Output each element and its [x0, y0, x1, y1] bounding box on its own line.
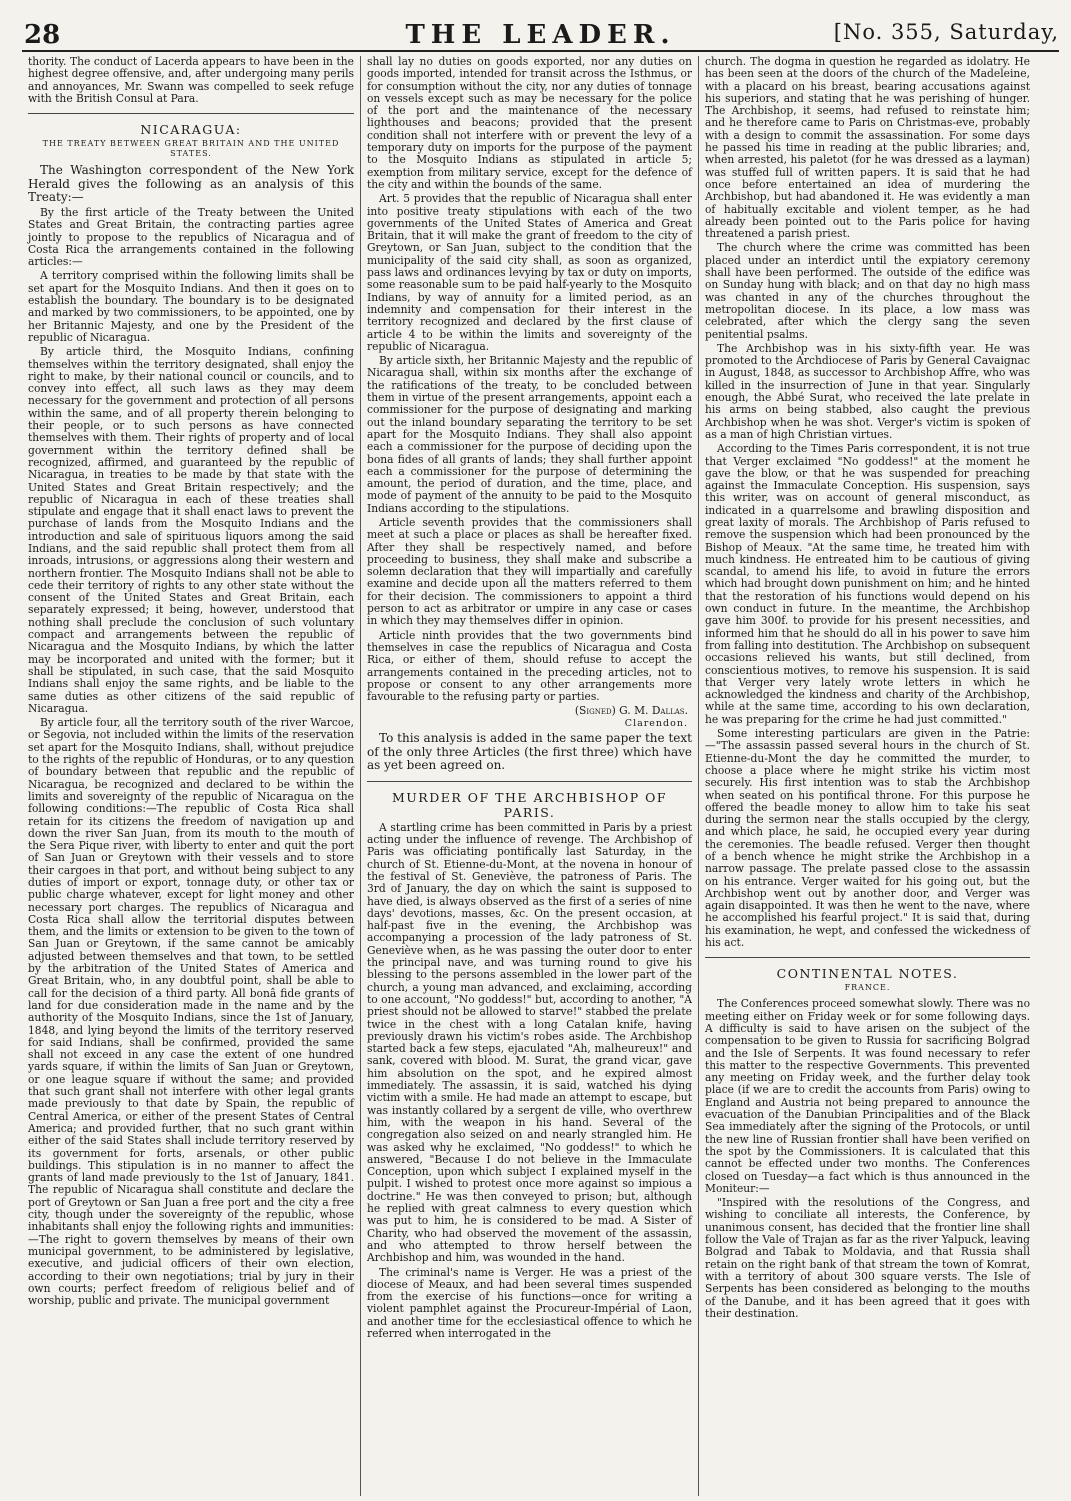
signature-dallas: (Signed) G. M. Dallas.: [574, 704, 688, 718]
divider: [705, 957, 1030, 958]
paragraph: church. The dogma in question he regarded as idolatry. He has been seen at the doors of the church of the Madeleine, with a placard on his breast, bearing accusations against his superiors, and stating that he was perishing of hunger. The Archbishop, it seems, had refused to reinstate him; and he therefore came to Paris on Christmas-eve, probably with a design to commit the assassination. For some days he passed his time in reading at the public libraries; and, when arrested, his paletot (for he was dressed as a layman) was stuffed full of written papers. It is said that he had once before entertained an idea of murdering the Archbishop, but had abandoned it. He was evidently a man of habitually excitable and violent temper, as he had already been pointed out to the Paris police for having threatened a parish priest.: [705, 56, 1030, 241]
paragraph: thority. The conduct of Lacerda appears to have been in the highest degree offensive, and, after undergoing many perils and annoyances, Mr. Swann was compelled to seek refuge with the British Consul at Para.: [28, 56, 354, 105]
article-heading-murder: MURDER OF THE ARCHBISHOP OF PARIS.: [391, 789, 668, 820]
paragraph: According to the Times Paris correspondent, it is not true that Verger exclaimed "No goddess!" at the moment he gave the blow, or that he was suspended for preaching against the Immaculate Conception. His suspension, says this writer, was on account of general misconduct, as indicated in a quarrelsome and brawling disposition and great laxity of morals. The Archbishop of Paris refused to remove the suspension which had been pronounced by the Bishop of Meaux. "At the same time, he treated him with much kindness. He entreated him to be cautious of giving scandal, to amend his life, to avoid in future the errors which had brought down punishment on him; and he hinted that the restoration of his functions would depend on his own conduct in future. In the meantime, the Archbishop gave him 300f. to provide for his present necessities, and informed him that he should do all in his power to save him from falling into destitution. The Archbishop on subsequent occasions relieved his wants, but still declined, from conscientious motives, to remove his suspension. It is said that Verger very lately wrote letters in which he acknowledged the kindness and charity of the Archbishop, while at the same time, according to his own declaration, he was preparing for the crime he had just committed.": [705, 442, 1030, 726]
column-3: [698, 56, 1036, 1496]
paragraph: The Washington correspondent of the New York Herald gives the following as an analysis of this Treaty:—: [28, 163, 354, 205]
article-subheading: FRANCE.: [844, 983, 891, 993]
paragraph: "Inspired with the resolutions of the Congress, and wishing to conciliate all interests, the Conference, by unanimous consent, has decided that the frontier line shall follow the Vale of Trajan as far as the river Yalpuck, leaving Bolgrad and Tabak to Moldavia, and that Russia shall retain on the right bank of that stream the town of Komrat, with a territory of about 300 square versts. The Isle of Serpents has been considered as belonging to the mouths of the Danube, and it has been agreed that it goes with their destination.: [705, 1196, 1030, 1320]
paragraph: Some interesting particulars are given in the Patrie:—"The assassin passed several hours in the church of St. Etienne-du-Mont the day he committed the murder, to choose a place where he might strike his victim most securely. His first intention was to stab the Archbishop when seated on his pontifical throne. For this purpose he offered the beadle money to allow him to take his seat during the sermon near the stalls occupied by the clergy, and which place, he said, he occupied every year during the ceremonies. The beadle refused. Verger then thought of a bench whence he might strike the Archbishop in a narrow passage. The prelate passed close to the assassin on his entrance. Verger waited for his going out, but the Archbishop went out by another door, and Verger was again disappointed. It was then he went to the nave, where he accomplished his fearful project." It is said that, during his examination, he wept, and confessed the wickedness of his act.: [705, 727, 1030, 950]
paragraph: By article third, the Mosquito Indians, confining themselves within the territory designated, shall enjoy the right to make, by their national council or councils, and to convey into effect, all such laws as they may deem necessary for the government and protection of all persons within the same, and of all property therein belonging to their people, or to such persons as have connected themselves with them. Their rights of property and of local government within the territory defined shall be recognized, affirmed, and guaranteed by the republic of Nicaragua, in treaties to be made by that state with the United States and Great Britain respectively; and the republic of Nicaragua in each of these treaties shall stipulate and engage that it shall enact laws to prevent the purchase of lands from the Mosquito Indians and the introduction and sale of spirituous liquors among the said Indians, and the said republic shall protect them from all inroads, intrusions, or aggressions along their western and northern frontier. The Mosquito Indians shall not be able to cede their territory of rights to any other state without the consent of the United States and Great Britain, each separately expressed; it being, however, understood that nothing shall preclude the conclusion of such voluntary compact and arrangements between the republic of Nicaragua and the Mosquito Indians, by which the latter may be incorporated and united with the former; but it shall be stipulated, in such case, that the said Mosquito Indians shall enjoy the same rights, and be liable to the same duties as other citizens of the said republic of Nicaragua.: [28, 345, 354, 715]
article-heading-continental: CONTINENTAL NOTES.: [776, 966, 959, 982]
paragraph: A startling crime has been committed in Paris by a priest acting under the influence of revenge. The Archbishop of Paris was officiating pontifically last Saturday, in the church of St. Etienne-du-Mont, at the novena in honour of the festival of St. Geneviève, the patroness of Paris. The 3rd of January, the day on which the saint is supposed to have died, is always observed as the first of a series of nine days' devotions, masses, &c. On the present occasion, at half-past five in the evening, the Archbishop was accompanying a procession of the lady patroness of St. Geneviève when, as he was passing the outer door to enter the principal nave, and was turning round to give his blessing to the persons assembled in the lower part of the church, a young man advanced, and exclaiming, according to one account, "No goddess!" but, according to another, "A priest should not be allowed to starve!" stabbed the prelate twice in the chest with a long Catalan knife, having previously drawn his victim's robes aside. The Archbishop started back a few steps, ejaculated "Ah, malheureux!" and sank, covered with blood. M. Surat, the grand vicar, gave him absolution on the spot, and he expired almost immediately. The assassin, it is said, watched his dying victim with a smile. He had made an attempt to escape, but was instantly collared by a sergent de ville, who overthrew him, with the weapon in his hand. Several of the congregation also seized on and nearly strangled him. He was asked why he exclaimed, "No goddess!" to which he answered, "Because I do not believe in the Immaculate Conception, upon which subject I explained myself in the pulpit. I wished to protest once more against so impious a doctrine." He was then conveyed to prison; but, although he replied with great calmness to every question which was put to him, he is considered to be mad. A Sister of Charity, who had observed the movement of the assassin, and who attempted to throw herself between the Archbishop and him, was wounded in the hand.: [367, 820, 692, 1265]
signature-block: [371, 705, 688, 730]
paragraph: By the first article of the Treaty between the United States and Great Britain, the contracting parties agree jointly to propose to the republics of Nicaragua and of Costa Rica the arrangements contained in the following articles:—: [28, 205, 354, 269]
signature-clarendon: Clarendon.: [624, 717, 688, 729]
paragraph: Art. 5 provides that the republic of Nicaragua shall enter into positive treaty stipulations with each of the two governments of the United States of America and Great Britain, that it will make the grant of freedom to the city of Greytown, or San Juan, subject to the condition that the municipality of the said city shall, as soon as organized, pass laws and ordinances levying by tax or duty on imports, some reasonable sum to be paid half-yearly to the Mosquito Indians, by way of annuity for a limited period, as an indemnity and compensation for their interest in the territory recognized and declared by the first clause of article 4 to be within the limits and sovereignty of the republic of Nicaragua.: [367, 192, 692, 353]
column-1: [22, 56, 360, 1496]
paper-title: THE LEADER.: [405, 20, 676, 50]
column-2: [360, 56, 698, 1496]
paragraph: To this analysis is added in the same paper the text of the only three Articles (the first three) which have as yet been agreed on.: [367, 731, 692, 773]
divider: [28, 113, 354, 114]
article-heading-nicaragua: NICARAGUA:: [140, 122, 242, 138]
paragraph: By article sixth, her Britannic Majesty and the republic of Nicaragua shall, within six months after the exchange of the ratifications of the treaty, to be concluded between them in virtue of the present arrangements, appoint each a commissioner for the purpose of designating and marking out the inland boundary separating the territory to be set apart for the Mosquito Indians. They shall also appoint each a commissioner for the purpose of deciding upon the bona fides of all grants of lands; they shall further appoint each a commissioner for the purpose of determining the amount, the period of duration, and the time, place, and mode of payment of the annuity to be paid to the Mosquito Indians according to the stipulations.: [367, 354, 693, 515]
divider: [367, 781, 692, 782]
paragraph: A territory comprised within the following limits shall be set apart for the Mosquito Indians. And then it goes on to establish the boundary. The boundary is to be designated and marked by two commissioners, to be appointed, one by her Britannic Majesty, and one by the President of the republic of Nicaragua.: [28, 269, 354, 344]
columns: [22, 56, 1059, 1496]
masthead: [22, 0, 1059, 52]
article-subheading: THE TREATY BETWEEN GREAT BRITAIN AND THE UNITED STATES.: [42, 139, 340, 159]
issue-label: [No. 355, Saturday,: [833, 20, 1059, 44]
paragraph: Article ninth provides that the two governments bind themselves in case the republics of Nicaragua and Costa Rica, or either of them, should refuse to accept the arrangements contained in the preceding articles, not to propose or consent to any other arrangements more favourable to the refusing party or parties.: [367, 628, 692, 704]
paragraph: The church where the crime was committed has been placed under an interdict until the expiatory ceremony shall have been performed. The outside of the edifice was on Sunday hung with black; and on that day no high mass was chanted in any of the churches throughout the metropolitan diocese. In its place, a low mass was celebrated, after which the clergy sang the seven penitential psalms.: [705, 241, 1030, 341]
paragraph: The Archbishop was in his sixty-fifth year. He was promoted to the Archdiocese of Paris by General Cavaignac in August, 1848, as successor to Archbishop Affre, who was killed in the insurrection of June in that year. Singularly enough, the Abbé Surat, who received the late prelate in his arms on being stabbed, also caught the previous Archbishop when he was shot. Verger's victim is spoken of as a man of high Christian virtues.: [705, 341, 1030, 441]
page-number: 28: [24, 20, 61, 50]
paragraph: By article four, all the territory south of the river Warcoe, or Segovia, not included within the limits of the reservation set apart for the Mosquito Indians, shall, without prejudice to the rights of the republic of Honduras, or to any question of boundary between that republic and the republic of Nicaragua, be recognized and declared to be within the limits and sovereignty of the republic of Nicaragua on the following conditions:—The republic of Costa Rica shall retain for its citizens the freedom of navigation up and down the river San Juan, from its mouth to the mouth of the Sera Pique river, with liberty to enter and quit the port of San Juan or Greytown with their vessels and to store their cargoes in that port, and without being subject to any duties of import or export, tonnage duty, or other tax or public charge whatever, except for light money and other necessary port charges. The republics of Nicaragua and Costa Rica shall allow the territorial disputes between them, and the limits or extension to be given to the town of San Juan or Greytown, if the same cannot be amicably adjusted between themselves and that town, to be settled by the arbitration of the United States of America and Great Britain, who, in any doubtful point, shall be able to call for the decision of a third party. All bonâ fide grants of land for due consideration made in the name and by the authority of the Mosquito Indians, since the 1st of January, 1848, and lying beyond the limits of the territory reserved for said Indians, shall be confirmed, provided the same shall not exceed in any case the extent of one hundred yards square, if within the limits of San Juan or Greytown, or one league square if without the same; and provided that such grant shall not interfere with other legal grants made previously to that date by Spain, the republic of Central America, or either of the present States of Central America; and provided further, that no such grant within either of the said States shall include territory reserved by its government for forts, arsenals, or other public buildings. This stipulation is in no manner to affect the grants of land made previously to the 1st of January, 1841. The republic of Nicaragua shall constitute and declare the port of Greytown or San Juan a free port and the city a free city, though under the sovereignty of the republic, whose inhabitants shall enjoy the following rights and immunities:—The right to govern themselves by means of their own municipal government, to be administered by legislative, executive, and judicial officers of their own election, according to their own negotiations; trial by jury in their own courts; perfect freedom of religious belief and of worship, public and private. The municipal government: [28, 716, 354, 1308]
paragraph: The Conferences proceed somewhat slowly. There was no meeting either on Friday week or for some following days. A difficulty is said to have arisen on the subject of the compensation to be given to Russia for sacrificing Bolgrad and the Isle of Serpents. It was found necessary to refer this matter to the respective Governments. This prevented any meeting on Friday week, and the further delay took place (if we are to credit the accounts from Paris) owing to England and Austria not being prepared to announce the evacuation of the Danubian Principalities and of the Black Sea immediately after the signing of the Protocols, or until the new line of Russian frontier shall have been verified on the spot by the Commissioners. It is calculated that this cannot be effected under two months. The Conferences closed on Tuesday—a fact which is thus announced in the Moniteur:—: [705, 997, 1030, 1195]
paragraph: shall lay no duties on goods exported, nor any duties on goods imported, intended for transit across the Isthmus, or for consumption without the city, nor any duties of tonnage on vessels except such as may be necessary for the police of the port and the maintenance of the necessary lighthouses and beacons; provided that the present condition shall not interfere with or prevent the levy of a temporary duty on imports for the purpose of the payment to the Mosquito Indians as stipulated in article 5; exemption from military service, except for the defence of the city and within the bounds of the same.: [367, 56, 692, 191]
paragraph: Article seventh provides that the commissioners shall meet at such a place or places as shall be hereafter fixed. After they shall be respectively named, and before proceeding to business, they shall make and subscribe a solemn declaration that they will impartially and carefully examine and decide upon all the matters referred to them for their decision. The commissioners to appoint a third person to act as arbitrator or umpire in any case or cases in which they may themselves differ in opinion.: [367, 515, 692, 628]
paragraph: The criminal's name is Verger. He was a priest of the diocese of Meaux, and had been several times suspended from the exercise of his functions—once for writing a violent pamphlet against the Procureur-Impérial of Laon, and another time for the ecclesiastical offence to which he referred when interrogated in the: [367, 1265, 692, 1340]
